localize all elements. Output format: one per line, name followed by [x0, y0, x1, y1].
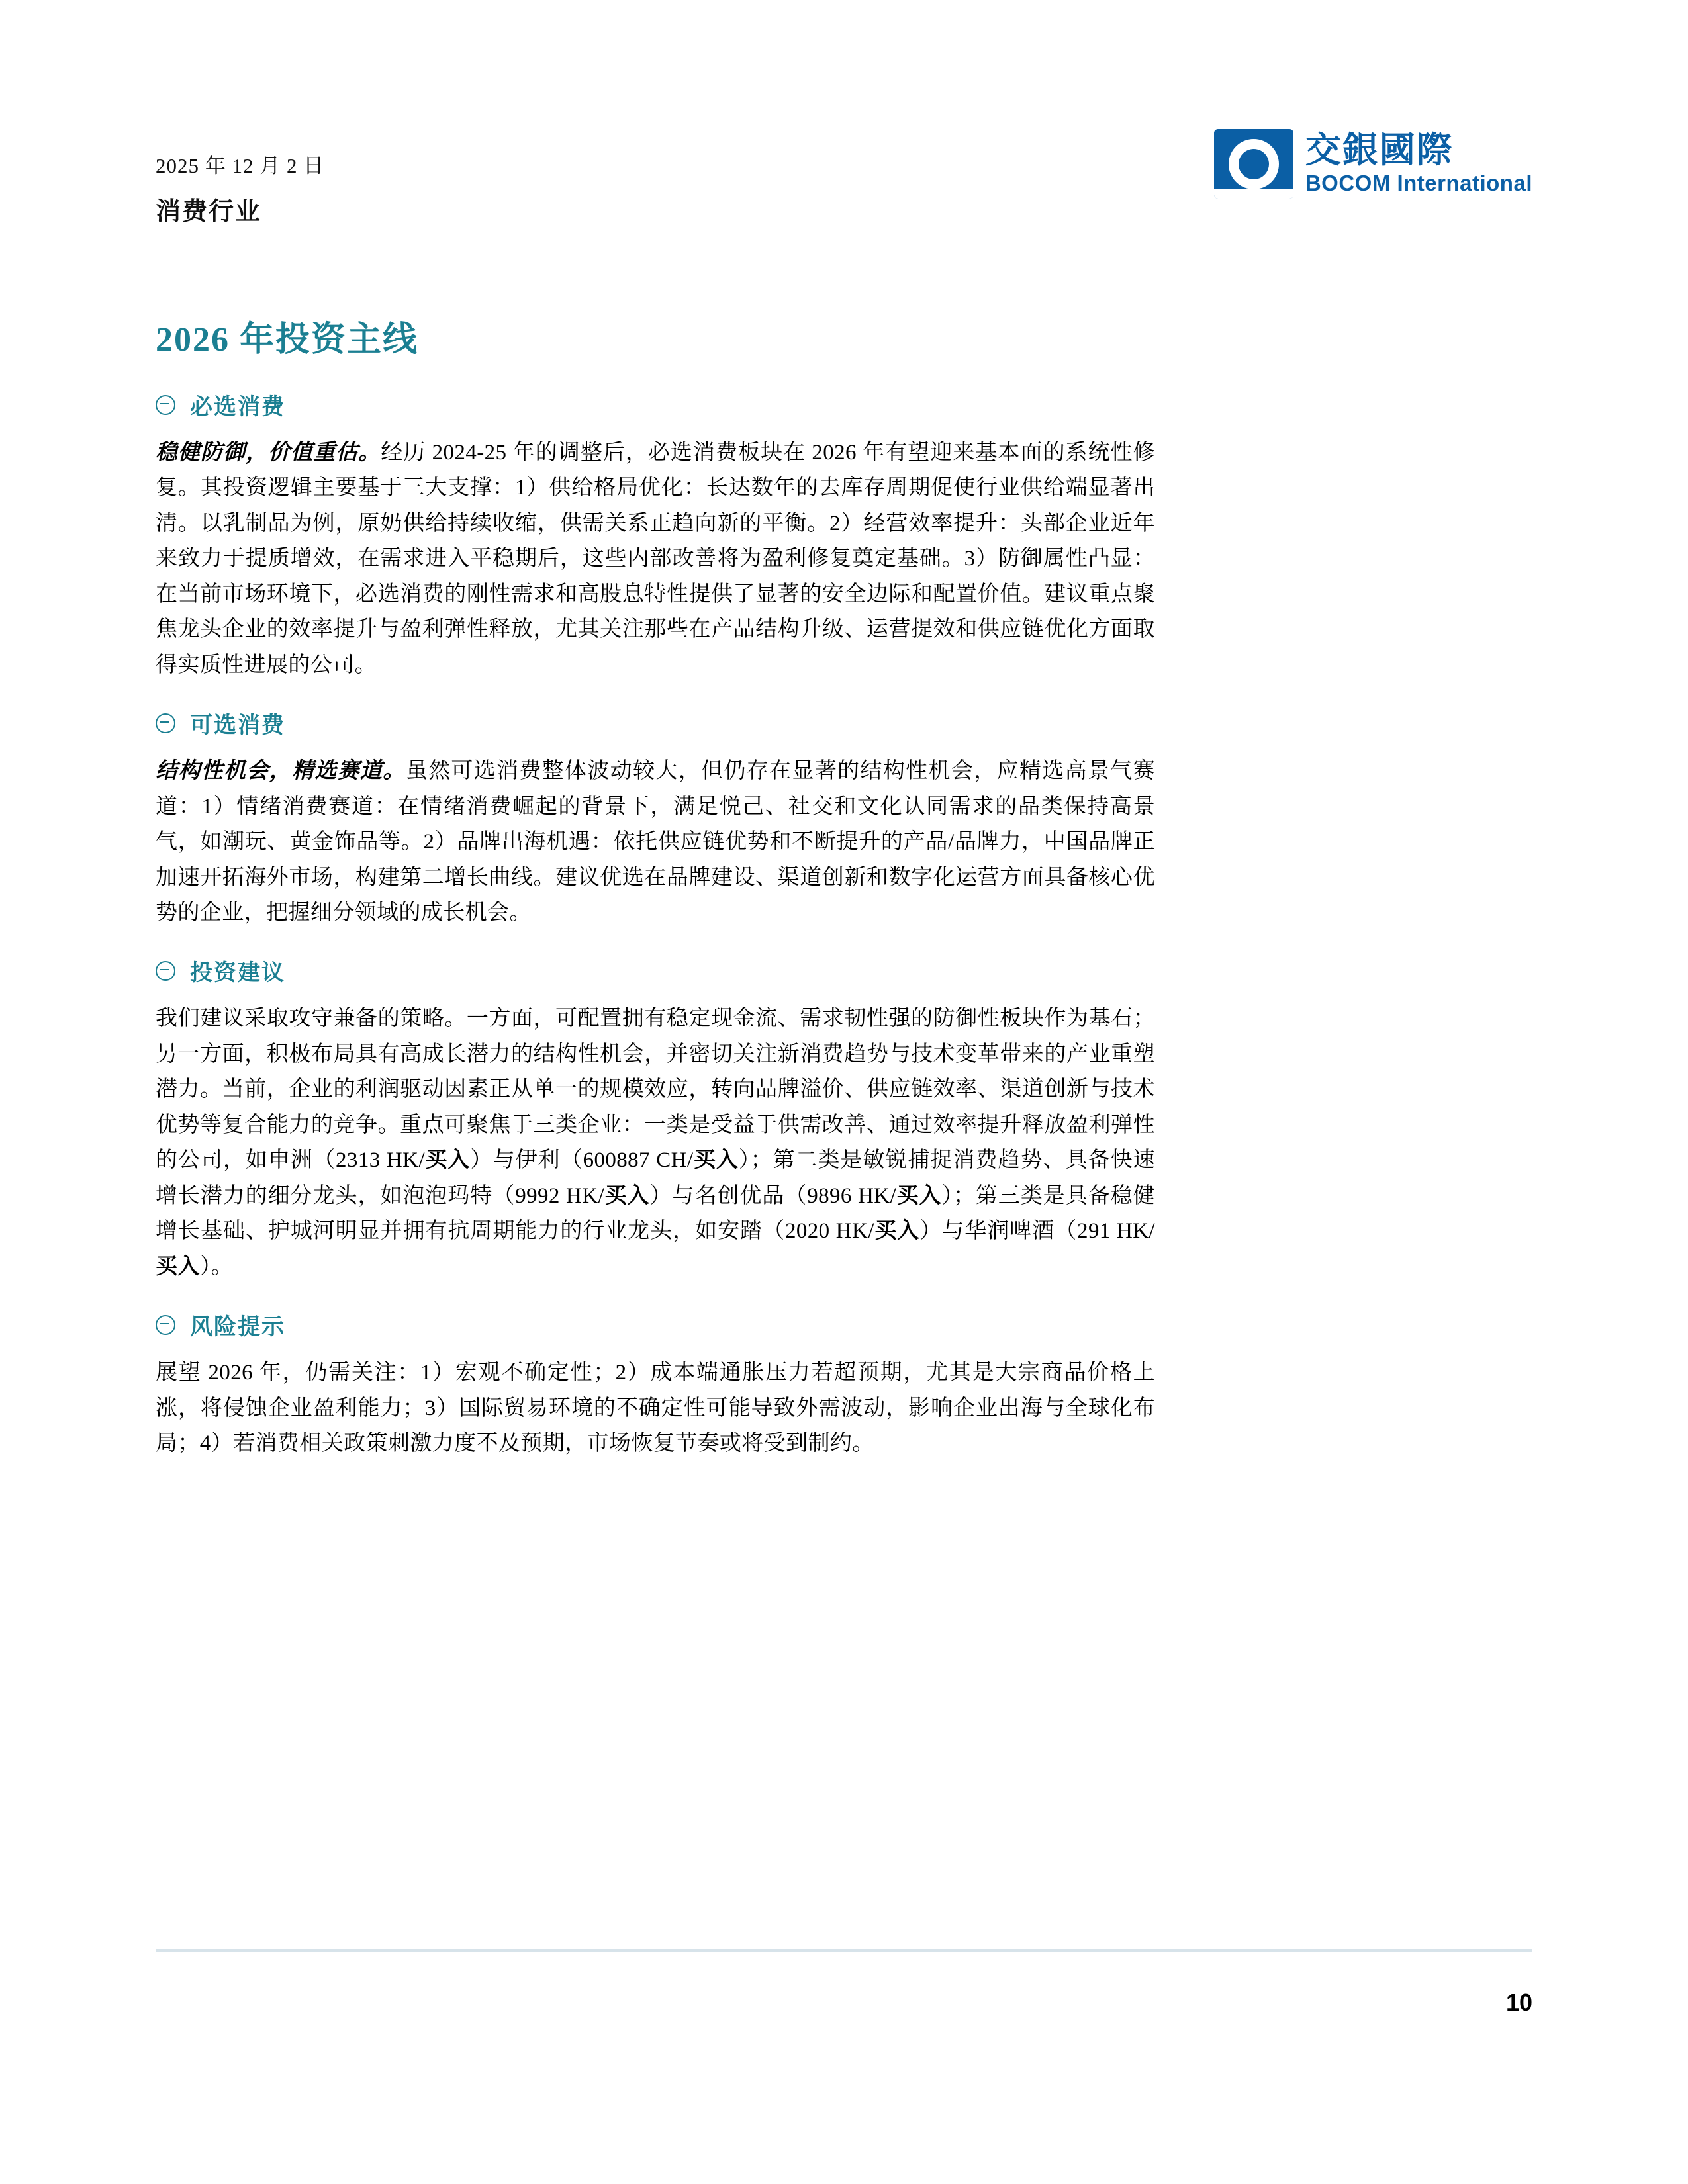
paragraph-text-discretionary: 虽然可选消费整体波动较大，但仍存在显著的结构性机会，应精选高景气赛道：1）情绪消费赛道：在情绪消费崛起的背景下，满足悦己、社交和文化认同需求的品类保持高景气，如潮玩、黄金饰品等。2）品牌出海机遇：依托供应链优势和不断提升的产品/品牌力，中国品牌正加速开拓海外市场，构建第二增长曲线。建议优选在品牌建设、渠道创新和数字化运营方面具备核心优势的企业，把握细分领域的成长机会。	[156, 759, 1155, 925]
paragraph-advice	[156, 1001, 1155, 1285]
advice-text-4: ）与名创优品（9896 HK/	[649, 1183, 897, 1208]
rating-badge: 买入	[424, 1148, 471, 1173]
report-date: 2025 年 12 月 2 日	[156, 154, 325, 177]
section-title-advice: 投资建议	[190, 961, 285, 986]
bocom-logo-icon	[1214, 129, 1293, 199]
advice-text-1: 我们建议采取攻守兼备的策略。一方面，可配置拥有稳定现金流、需求韧性强的防御性板块作为基石；另一方面，积极布局具有高成长潜力的结构性机会，并密切关注新消费趋势与技术变革带来的产业重塑潜力。当前，企业的利润驱动因素正从单一的规模效应，转向品牌溢价、供应链效率、渠道创新与技术优势等复合能力的竞争。重点可聚焦于三类企业：一类是受益于供需改善、通过效率提升释放盈利弹性的公司，如申洲（2313 HK/	[156, 1007, 1155, 1173]
rating-badge: 买入	[156, 1254, 200, 1279]
logo-chinese-name: 交銀國際	[1305, 130, 1454, 170]
section-title-discretionary: 可选消费	[190, 713, 285, 739]
logo-bar-shape	[1214, 189, 1293, 199]
advice-text-6: ）与华润啤酒（291 HK/	[919, 1219, 1155, 1244]
section-title-staples: 必选消费	[190, 395, 285, 420]
paragraph-lead-discretionary: 结构性机会，精选赛道。	[156, 759, 406, 784]
advice-text-3: ）；第二类是敏锐捕捉消费趋势、具备快速增长潜力的细分龙头，如泡泡玛特（9992 HK/	[156, 1148, 1155, 1208]
document-body	[156, 311, 1155, 1479]
paragraph-text-staples: 经历 2024-25 年的调整后，必选消费板块在 2026 年有望迎来基本面的系统性修复。其投资逻辑主要基于三大支撑：1）供给格局优化：长达数年的去库存周期促使行业供给端显著出清。以乳制品为例，原奶供给持续收缩，供需关系正趋向新的平衡。2）经营效率提升：头部企业近年来致力于提质增效，在需求进入平稳期后，这些内部改善将为盈利修复奠定基础。3）防御属性凸显：在当前市场环境下，必选消费的刚性需求和高股息特性提供了显著的安全边际和配置价值。建议重点聚焦龙头企业的效率提升与盈利弹性释放，尤其关注那些在产品结构升级、运营提效和供应链优化方面取得实质性进展的公司。	[156, 441, 1155, 677]
rating-badge: 买入	[693, 1148, 739, 1173]
logo-english-name: BOCOM International	[1305, 171, 1532, 196]
section-heading-advice	[156, 954, 1155, 987]
minus-circle-icon	[156, 713, 175, 733]
rating-badge: 买入	[874, 1219, 920, 1244]
advice-text-5: ）；第三类是具备稳健增长基础、护城河明显并拥有抗周期能力的行业龙头，如安踏（2020 HK/	[156, 1183, 1156, 1244]
bocom-logo	[1214, 129, 1532, 199]
paragraph-discretionary	[156, 754, 1155, 931]
section-heading-staples	[156, 388, 1155, 421]
rating-badge: 买入	[896, 1183, 942, 1208]
page-title: 2026 年投资主线	[156, 321, 419, 359]
advice-text-2: ）与伊利（600887 CH/	[470, 1148, 694, 1173]
minus-circle-icon	[156, 395, 175, 415]
minus-circle-icon	[156, 1315, 175, 1335]
section-title-risk: 风险提示	[190, 1315, 285, 1340]
footer-divider	[156, 1949, 1532, 1952]
paragraph-lead-staples: 稳健防御，价值重估。	[156, 441, 381, 465]
page-number: 10	[1505, 1989, 1532, 2016]
page-header	[156, 130, 1532, 255]
logo-text-block	[1305, 131, 1532, 197]
report-sector: 消费行业	[156, 198, 262, 226]
paragraph-risk: 展望 2026 年，仍需关注：1）宏观不确定性；2）成本端通胀压力若超预期，尤其是大宗商品价格上涨，将侵蚀企业盈利能力；3）国际贸易环境的不确定性可能导致外需波动，影响企业出海与全球化布局；4）若消费相关政策刺激力度不及预期，市场恢复节奏或将受到制约。	[156, 1361, 1155, 1455]
minus-circle-icon	[156, 961, 175, 981]
rating-badge: 买入	[604, 1183, 650, 1208]
section-heading-discretionary	[156, 707, 1155, 739]
section-heading-risk	[156, 1308, 1155, 1341]
paragraph-staples	[156, 435, 1155, 683]
advice-text-7: ）。	[199, 1254, 234, 1279]
